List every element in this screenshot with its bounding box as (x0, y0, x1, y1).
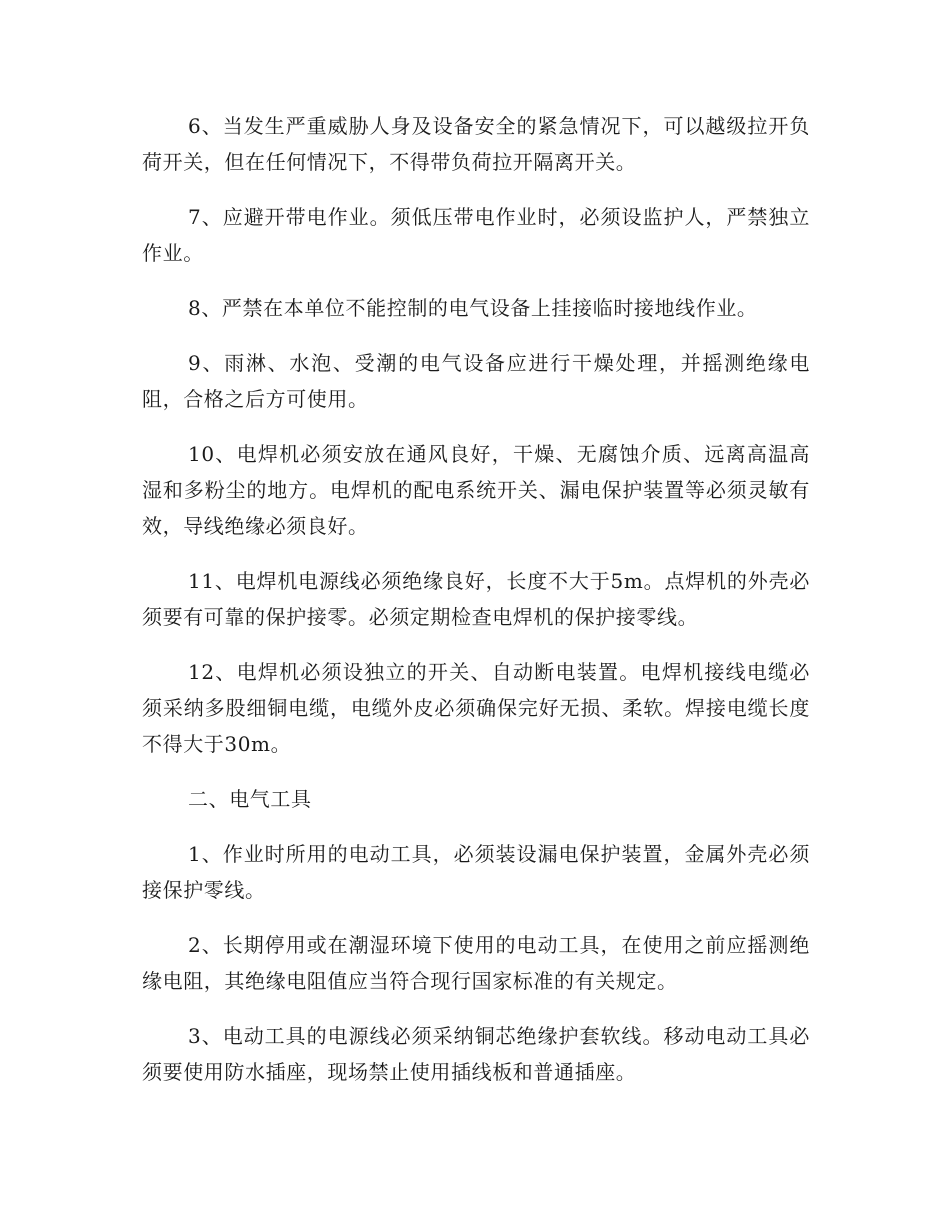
paragraph-tools-item-1: 1、作业时所用的电动工具，必须装设漏电保护装置，金属外壳必须接保护零线。 (142, 842, 810, 902)
paragraph-item-6: 6、当发生严重威胁人身及设备安全的紧急情况下，可以越级拉开负荷开关，但在任何情况下，不得带负荷拉开隔离开关。 (142, 114, 810, 174)
section-heading-electrical-tools: 二、电气工具 (188, 787, 312, 811)
paragraph-tools-item-3: 3、电动工具的电源线必须采纳铜芯绝缘护套软线。移动电动工具必须要使用防水插座，现场禁止使用插线板和普通插座。 (142, 1024, 810, 1084)
paragraph-item-11: 11、电焊机电源线必须绝缘良好，长度不大于5m。点焊机的外壳必须要有可靠的保护接零。必须定期检查电焊机的保护接零线。 (142, 569, 810, 629)
paragraph-item-10: 10、电焊机必须安放在通风良好，干燥、无腐蚀介质、远离高温高湿和多粉尘的地方。电焊机的配电系统开关、漏电保护装置等必须灵敏有效，导线绝缘必须良好。 (142, 442, 810, 538)
paragraph-item-9: 9、雨淋、水泡、受潮的电气设备应进行干燥处理，并摇测绝缘电阻，合格之后方可使用。 (142, 351, 810, 411)
paragraph-item-7: 7、应避开带电作业。须低压带电作业时，必须设监护人，严禁独立作业。 (142, 205, 810, 265)
paragraph-tools-item-2: 2、长期停用或在潮湿环境下使用的电动工具，在使用之前应摇测绝缘电阻，其绝缘电阻值应当符合现行国家标准的有关规定。 (142, 933, 810, 993)
paragraph-item-12: 12、电焊机必须设独立的开关、自动断电装置。电焊机接线电缆必须采纳多股细铜电缆，电缆外皮必须确保完好无损、柔软。焊接电缆长度不得大于30m。 (142, 660, 810, 756)
paragraph-item-8: 8、严禁在本单位不能控制的电气设备上挂接临时接地线作业。 (188, 296, 758, 320)
